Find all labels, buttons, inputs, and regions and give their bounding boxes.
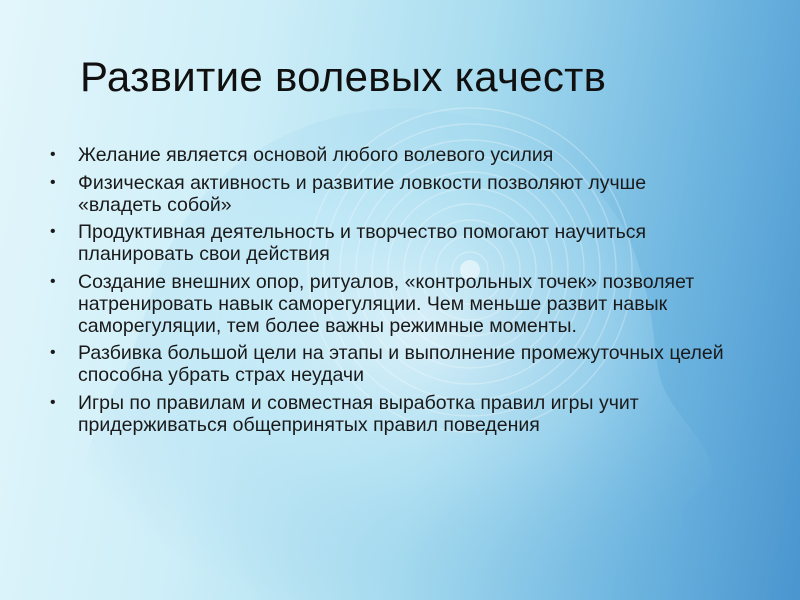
slide-title: Развитие волевых качеств — [80, 53, 607, 100]
bullet-icon: • — [50, 272, 56, 290]
bullet-item — [48, 392, 728, 436]
bullet-text: Желание является основой любого волевого усилия — [78, 144, 554, 166]
bullet-icon: • — [50, 393, 56, 411]
bullet-icon: • — [50, 173, 56, 191]
bullet-list — [48, 144, 728, 441]
bullet-item — [48, 221, 728, 265]
bullet-item — [48, 271, 728, 337]
bullet-item — [48, 144, 728, 166]
bullet-item — [48, 342, 728, 386]
bullet-text: Создание внешних опор, ритуалов, «контрольных точек» позволяет натренировать навык саморегуляции. Чем меньше развит навык саморегуляции, тем более важны режимные моменты. — [78, 270, 695, 337]
bullet-icon: • — [50, 146, 56, 163]
bullet-text: Разбивка большой цели на этапы и выполнение промежуточных целей способна убрать страх неудачи — [78, 342, 724, 386]
bullet-item — [48, 172, 728, 216]
bullet-text: Продуктивная деятельность и творчество помогают научиться планировать свои действия — [78, 221, 647, 265]
bullet-icon: • — [50, 344, 56, 361]
bullet-text: Игры по правилам и совместная выработка правил игры учит придерживаться общепринятых правил поведения — [78, 391, 639, 436]
bullet-icon: • — [50, 223, 56, 240]
bullet-text: Физическая активность и развитие ловкости позволяют лучше «владеть собой» — [78, 171, 647, 216]
